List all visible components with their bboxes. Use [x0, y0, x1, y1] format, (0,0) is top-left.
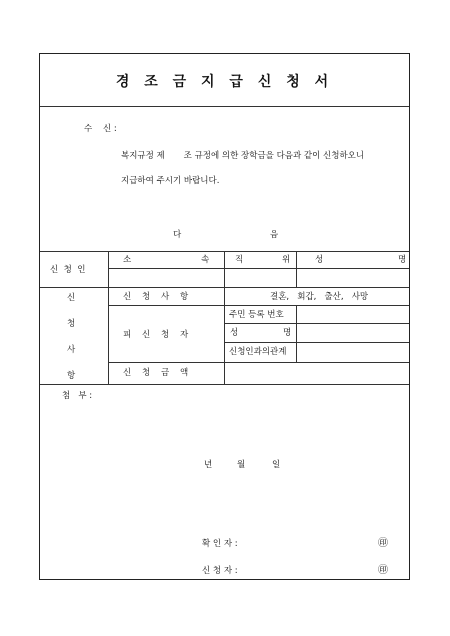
- applicant-header-line: [108, 268, 409, 269]
- position-header-b: 위: [282, 255, 291, 265]
- confirmer-seal-icon: ㊞: [378, 538, 388, 549]
- sub-heading-da: 다: [173, 230, 182, 240]
- request-vertical-label-4: 항: [67, 371, 76, 381]
- resident-id-label: 주민 등록 번호: [229, 310, 284, 320]
- resident-id-line: [224, 323, 409, 324]
- request-vertical-label-2: 청: [67, 319, 76, 329]
- relation-label: 신청인과의관계: [229, 347, 287, 357]
- request-item-line: [108, 305, 409, 306]
- subject-value-line: [296, 305, 297, 362]
- affiliation-header-b: 속: [201, 255, 210, 265]
- recipient-label: 수 신 :: [84, 124, 117, 134]
- attachment-label: 첨 부 :: [62, 391, 93, 401]
- table-bottom-line: [40, 384, 409, 385]
- amount-label: 신 청 금 액: [123, 368, 189, 378]
- label-column-line: [108, 251, 109, 384]
- confirmer-label: 확 인 자 :: [202, 539, 238, 549]
- applicant-label: 신 청 인: [50, 265, 86, 275]
- request-vertical-label-1: 신: [67, 293, 76, 303]
- date-year-label: 년: [204, 460, 213, 470]
- affiliation-header-a: 소: [123, 255, 132, 265]
- title-divider: [40, 106, 409, 107]
- form-title: 경 조 금 지 급 신 청 서: [115, 74, 334, 90]
- date-month-label: 월: [237, 460, 246, 470]
- position-header-a: 직: [235, 255, 244, 265]
- name-header-a: 성: [315, 255, 324, 265]
- applicant-sign-label: 신 청 자 :: [202, 566, 238, 576]
- subject-name-label-a: 성: [230, 328, 239, 338]
- applicant-seal-icon: ㊞: [378, 565, 388, 576]
- body-line-1: 복지규정 제 조 규정에 의한 장학금을 다음과 같이 신청하오니: [121, 151, 365, 161]
- position-column-line: [296, 251, 297, 287]
- sub-heading-eum: 음: [270, 230, 279, 240]
- request-item-label: 신 청 사 항: [123, 292, 189, 302]
- subject-label: 피 신 청 자: [123, 330, 189, 340]
- date-day-label: 일: [272, 460, 281, 470]
- affiliation-column-line: [224, 251, 225, 384]
- subject-bottom-line: [108, 362, 409, 363]
- body-line-2: 지급하여 주시기 바랍니다.: [121, 176, 220, 186]
- name-line: [224, 342, 409, 343]
- name-header-b: 명: [398, 255, 407, 265]
- subject-name-label-b: 명: [283, 328, 292, 338]
- request-vertical-label-3: 사: [67, 345, 76, 355]
- request-item-options: 결혼, 회갑, 출산, 사망: [270, 292, 369, 302]
